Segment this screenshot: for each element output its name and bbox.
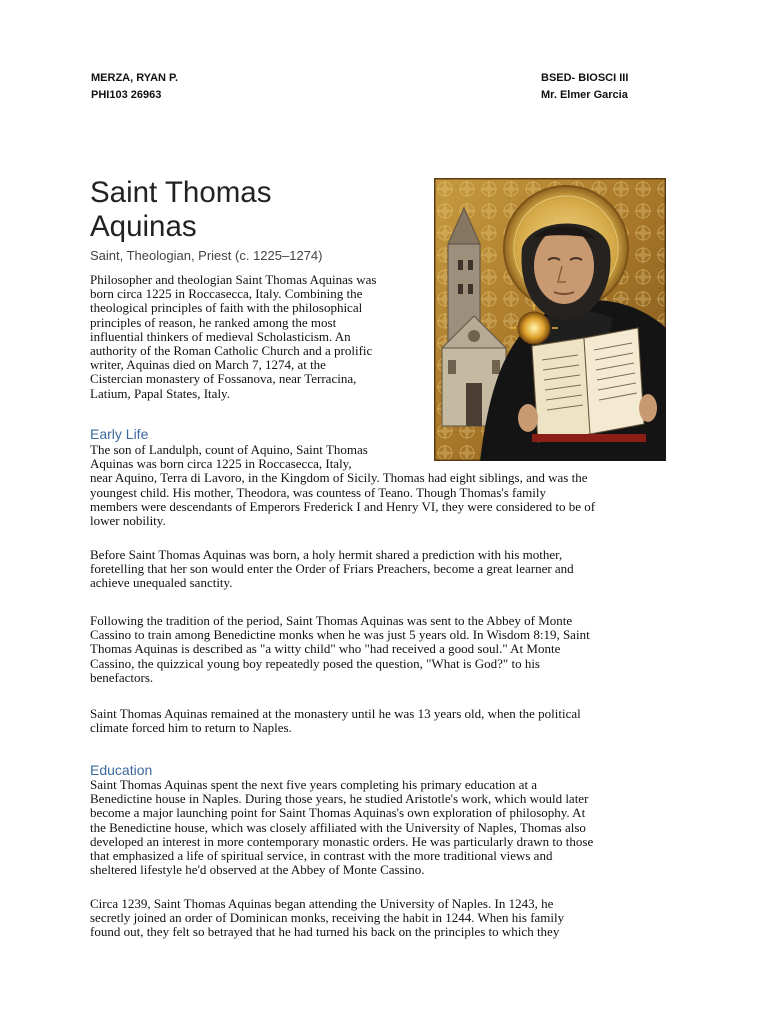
- text-line: near Aquino, Terra di Lavoro, in the Kingdom of Sicily. Thomas had eight siblings, and was the: [90, 470, 588, 486]
- text-line: foretelling that her son would enter the Order of Friars Preachers, become a great learner and: [90, 561, 574, 577]
- section-heading-early-life: Early Life: [90, 426, 149, 442]
- text-line: Following the tradition of the period, Saint Thomas Aquinas was sent to the Abbey of Monte: [90, 613, 573, 628]
- text-line: secretly joined an order of Dominican monks, receiving the habit in 1244. When his family: [90, 910, 565, 926]
- text-line: principles of reason, he ranked among the most: [90, 314, 337, 330]
- text-line: sheltered lifestyle he'd observed at the Abbey of Monte Cassino.: [90, 862, 425, 878]
- page-title: [90, 176, 271, 244]
- saint-thomas-portrait: [434, 178, 666, 461]
- text-line: Latium, Papal States, Italy.: [90, 385, 230, 401]
- text-line: born circa 1225 in Roccasecca, Italy. Combining the: [90, 286, 363, 302]
- subtitle: Saint, Theologian, Priest (c. 1225–1274): [90, 248, 323, 263]
- text-line: Before Saint Thomas Aquinas was born, a holy hermit shared a prediction with his mother,: [90, 547, 563, 562]
- text-line: authority of the Roman Catholic Church and a prolific: [90, 343, 373, 359]
- class-block: [541, 70, 628, 104]
- instructor-name: Mr. Elmer Garcia: [541, 89, 628, 101]
- text-line: climate forced him to return to Naples.: [90, 720, 292, 736]
- text-line: The son of Landulph, count of Aquino, Saint Thomas: [90, 442, 368, 457]
- course-code: PHI103 26963: [91, 89, 162, 101]
- text-line: Aquinas was born circa 1225 in Roccasecca, Italy,: [90, 456, 352, 472]
- text-line: Philosopher and theologian Saint Thomas Aquinas was: [90, 272, 377, 287]
- monte-cassino-paragraph: [90, 614, 590, 685]
- text-line: benefactors.: [90, 669, 154, 685]
- education-paragraph: [90, 778, 593, 877]
- prophecy-paragraph: [90, 548, 574, 591]
- text-line: become a major launching point for Saint Thomas Aquinas's own exploration of philosophy. At: [90, 805, 586, 821]
- author-block: [91, 70, 178, 104]
- text-line: Thomas Aquinas is described as "a witty child" who "had received a good soul." At Monte: [90, 641, 561, 657]
- text-line: achieve unequaled sanctity.: [90, 575, 233, 591]
- university-paragraph: [90, 897, 564, 940]
- text-line: developed an interest in more contemporary monastic orders. He was particularly drawn to those: [90, 833, 594, 849]
- text-line: influential thinkers of medieval Scholasticism. An: [90, 328, 351, 344]
- text-line: writer, Aquinas died on March 7, 1274, at the: [90, 357, 326, 373]
- section-heading-education: Education: [90, 762, 153, 778]
- text-line: Cassino to train among Benedictine monks when he was just 5 years old. In Wisdom 8:19, Saint: [90, 627, 590, 643]
- naples-return-paragraph: [90, 707, 581, 735]
- text-line: found out, they felt so betrayed that he had turned his back on the principles to which they: [90, 924, 560, 940]
- text-line: members were descendants of Emperors Frederick I and Henry VI, they were considered to be of: [90, 498, 596, 514]
- program-section: BSED- BIOSCI III: [541, 72, 629, 84]
- title-line: Aquinas: [90, 210, 197, 243]
- text-line: Cassino, the quizzical young boy repeatedly posed the question, "What is God?" to his: [90, 655, 540, 671]
- text-line: Circa 1239, Saint Thomas Aquinas began attending the University of Naples. In 1243, he: [90, 896, 554, 911]
- text-line: Saint Thomas Aquinas remained at the monastery until he was 13 years old, when the political: [90, 706, 581, 721]
- text-line: lower nobility.: [90, 513, 166, 529]
- text-line: Benedictine house in Naples. During those years, he studied Aristotle's work, which would later: [90, 791, 589, 807]
- text-line: Saint Thomas Aquinas spent the next five years completing his primary education at a: [90, 777, 538, 792]
- intro-paragraph: [90, 273, 376, 401]
- author-name: MERZA, RYAN P.: [91, 72, 179, 84]
- text-line: theological principles of faith with the philosophical: [90, 300, 363, 316]
- text-line: youngest child. His mother, Theodora, was countess of Teano. Though Thomas's family: [90, 484, 546, 500]
- text-line: the Benedictine house, which was closely affiliated with the University of Naples, Thomas also: [90, 819, 586, 835]
- text-line: that emphasized a life of spiritual service, in contrast with the more traditional views and: [90, 848, 553, 864]
- text-line: Cistercian monastery of Fossanova, near Terracina,: [90, 371, 357, 387]
- title-line: Saint Thomas: [90, 176, 272, 209]
